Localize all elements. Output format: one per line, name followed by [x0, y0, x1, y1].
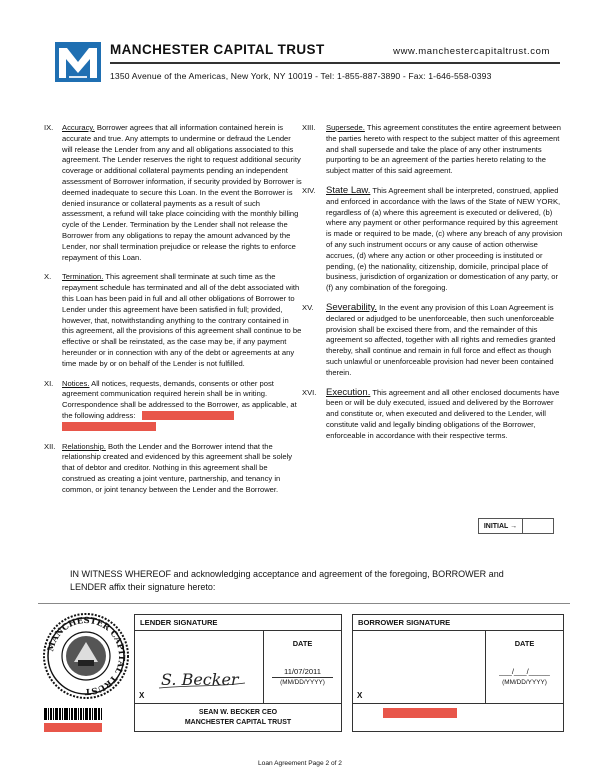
clause-number: XV.: [302, 302, 314, 312]
clause-termination: [44, 272, 302, 369]
borrower-x-mark: X: [357, 691, 363, 700]
lender-signature-heading: LENDER SIGNATURE: [135, 615, 341, 631]
witness-statement: IN WITNESS WHEREOF and acknowledging acceptance and agreement of the foregoing, BORROWER and LENDER affix their signature hereto:: [70, 569, 504, 592]
clause-title: Termination.: [62, 272, 104, 282]
clauses-right-column: [302, 123, 564, 451]
lender-signature-box: [134, 614, 342, 732]
clause-number: XII.: [44, 441, 56, 451]
lender-date-label: DATE: [292, 639, 313, 648]
clause-text: All notices, requests, demands, consents or other post agreement communication required herein shall be in writing. Correspondence shall be addressed to the Borrower, as applicable, at the following address:: [62, 378, 297, 420]
clause-text: Borrower agrees that all information contained herein is accurate and true. Any attempts to undermine or defraud the Lender will release the Lender from any and all obligations associated to this agreement. The Lender reserves the right to request additional security coverage or additional collateral payments pending an independent assessment of Borrower information, if security provided by Borrower is deemed inadequate to secure this Loan. In the event the Borrower is denied insurance or collateral payments as a result of such assessment, a refund will take place coinciding with the monthly billing cycle of the Lender. Termination by the Lender shall not release the Borrower from any obligations to repay the amount advanced by the Lender, nor shall termination prejudice or release the rights to enforce repayment of this Loan.: [62, 123, 302, 262]
initial-label: INITIAL →: [479, 519, 523, 533]
lender-name-block: [135, 703, 341, 731]
redacted-address: [142, 411, 234, 420]
clause-state-law: [302, 186, 564, 294]
clause-title: Supersede.: [326, 123, 365, 132]
clause-text: This agreement and all other enclosed documents have been or will be duly executed, issued and delivered by the Borrower and constitute or, when executed and delivered to the Lender, will constitute valid and legally binding obligations of the Borrower, enforceable in accordance with their respective terms.: [326, 387, 560, 440]
clause-number: XI.: [44, 378, 54, 388]
clause-execution: [302, 388, 564, 442]
clause-supersede: [302, 123, 564, 177]
clause-accuracy: [44, 123, 302, 263]
borrower-date-label: DATE: [514, 639, 535, 648]
clause-notices: [44, 379, 302, 433]
borrower-signature-box: [352, 614, 564, 732]
clause-text: This Agreement shall be interpreted, construed, applied and enforced in accordance with the laws of the State of NEW YORK, regardless of (a) where this agreement is executed or delivered, (b) where any payment or other performance required by this agreement is made or required to be made, (c) where any breach of any provision of any such instrument occurs or any cause of action otherwise accrues, (d) where any action or other proceeding is instituted or pending, (e) the nationality, citizenship, domicile, principal place of business, jurisdiction of organization or domestication of any party, or (f) any combination of the foregoing.: [326, 185, 563, 293]
initial-box[interactable]: [478, 518, 554, 534]
company-address: 1350 Avenue of the Americas, New York, NY 10019 - Tel: 1-855-887-3890 - Fax: 1-646-558-0393: [110, 71, 492, 81]
lender-company: MANCHESTER CAPITAL TRUST: [184, 719, 292, 726]
company-seal-icon: [42, 612, 130, 700]
redacted-address-line-2: [62, 422, 156, 431]
seal-text: MANCHESTER CAPITAL TRUST: [46, 615, 127, 697]
redacted-borrower-name: [383, 708, 457, 718]
lender-date-format: (MM/DD/YYYY): [280, 679, 325, 686]
clause-title: Execution.: [326, 386, 371, 398]
clause-title: Notices.: [62, 378, 90, 388]
clause-severability: [302, 303, 564, 379]
letterhead: [0, 0, 600, 100]
header-divider: [110, 62, 560, 64]
borrower-date-value[interactable]: ___/___/_____: [499, 667, 550, 676]
clauses-left-column: [44, 123, 302, 505]
lender-signature-text: S. Becker: [161, 670, 239, 689]
clause-text: This agreement constitutes the entire agreement between the parties hereto with respect to the subject matter of this agreement and shall supersede and take the place of any other instruments purporting to be an agreement of the parties hereto relating to the subject matter of this said agreement.: [326, 123, 561, 176]
page-footer: Loan Agreement Page 2 of 2: [258, 760, 342, 767]
redacted-barcode-number: [44, 723, 102, 732]
company-logo-icon: [55, 42, 101, 82]
clause-number: XVI.: [302, 387, 317, 397]
clause-relationship: [44, 442, 302, 496]
lender-date-value[interactable]: 11/07/2011: [272, 667, 333, 678]
clause-number: XIII.: [302, 123, 316, 132]
clause-text: This agreement shall terminate at such time as the repayment schedule has terminated and all of the debt associated with this Loan has been paid in full and all other obligations of Borrower to Lender under this agreement have been satisfied in full; provided, however, that, notwithstanding anything to the contrary contained in this agreement, all the provisions of this agreement shall continue to be effective or shall be reinstated, as the case may be, if any payment hereunder or in connection with any of the debt or agreements at any time made by or on behalf of the Lender is not fulfilled.: [62, 272, 302, 368]
company-website: www.manchestercapitaltrust.com: [393, 46, 550, 57]
company-name: MANCHESTER CAPITAL TRUST: [110, 42, 325, 57]
clause-title: State Law.: [326, 184, 371, 196]
lender-signature-image: [157, 667, 247, 691]
initial-field[interactable]: [523, 519, 553, 533]
borrower-date-format: (MM/DD/YYYY): [502, 679, 547, 686]
clause-title: Accuracy.: [62, 123, 95, 132]
borrower-name-block: [353, 703, 563, 731]
clause-number: X.: [44, 272, 52, 282]
clause-title: Relationship.: [62, 441, 106, 451]
lender-name: SEAN W. BECKER CEO: [198, 709, 278, 716]
barcode: [44, 708, 102, 720]
lender-x-mark: X: [139, 691, 145, 700]
clause-number: IX.: [44, 123, 54, 132]
clause-text: In the event any provision of this Loan Agreement is declared or adjudged to be unenforceable, then such unenforceable provision shall be excised there from, and the remainder of this agreement so affected, together with all rights and remedies granted thereby, shall continue and remain in full force and effect as though such unlawful or unenforceable provision had never been contained therein.: [326, 302, 556, 377]
clause-text: Both the Lender and the Borrower intend that the relationship created and evidenced by this agreement shall be solely that of debtor and creditor. Nothing in this agreement shall be construed as creating a joint venture, partnership, and tenancy in common, or joint tenancy between the Lender and the Borrower.: [62, 441, 293, 494]
lender-date-column: [263, 631, 341, 703]
clause-title: Severability.: [326, 301, 378, 313]
borrower-date-column: [485, 631, 563, 703]
clause-number: XIV.: [302, 185, 316, 195]
borrower-signature-heading: BORROWER SIGNATURE: [353, 615, 563, 631]
